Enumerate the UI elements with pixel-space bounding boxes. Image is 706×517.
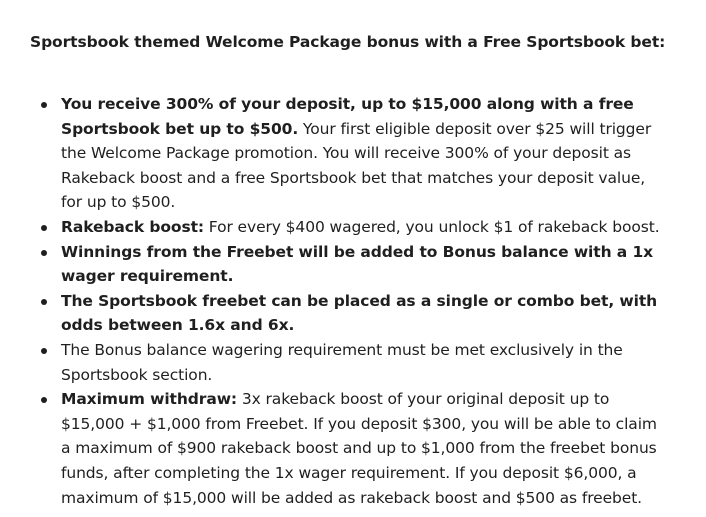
terms-list <box>30 92 670 510</box>
promo-terms <box>30 30 670 510</box>
bullet-icon <box>41 397 47 403</box>
bullet-icon <box>41 299 47 305</box>
list-item <box>30 338 670 387</box>
item-text: For every $400 wagered, you unlock $1 of rakeback boost. <box>203 217 660 236</box>
bullet-icon <box>41 102 47 108</box>
section-heading: Sportsbook themed Welcome Package bonus with a Free Sportsbook bet: <box>30 33 666 51</box>
item-text: Your first eligible deposit over $25 will trigger the Welcome Package promotion. You will receive 300% of your deposit as Rakeback boost and a free Sportsbook bet that matches your deposit value, for up to $500. <box>61 119 652 212</box>
bullet-icon <box>41 348 47 354</box>
list-item <box>30 92 670 215</box>
item-text: 3x rakeback boost of your original deposit up to $15,000 + $1,000 from Freebet. If you deposit $300, you will be able to claim a maximum of $900 rakeback boost and up to $1,000 from the freebet bonus funds, after completing the 1x wager requirement. If you deposit $6,000, a maximum of $15,000 will be added as rakeback boost and $500 as freebet. <box>61 390 657 507</box>
bullet-icon <box>41 250 47 256</box>
list-item <box>30 215 670 240</box>
list-item <box>30 240 670 289</box>
bullet-icon <box>41 225 47 231</box>
item-bold-text: Maximum withdraw: <box>61 390 238 409</box>
item-bold-text: Winnings from the Freebet will be added to Bonus balance with a 1x wager requirement. <box>61 242 654 286</box>
item-bold-text: You receive 300% of your deposit, up to $15,000 along with a free Sportsbook bet up to $500. <box>61 95 634 138</box>
item-bold-text: The Sportsbook freebet can be placed as a single or combo bet, with odds between 1.6x and 6x. <box>61 291 658 335</box>
item-bold-text: Rakeback boost: <box>61 217 204 236</box>
item-text: The Bonus balance wagering requirement must be met exclusively in the Sportsbook section. <box>61 340 623 384</box>
list-item <box>30 289 670 338</box>
list-item <box>30 387 670 510</box>
